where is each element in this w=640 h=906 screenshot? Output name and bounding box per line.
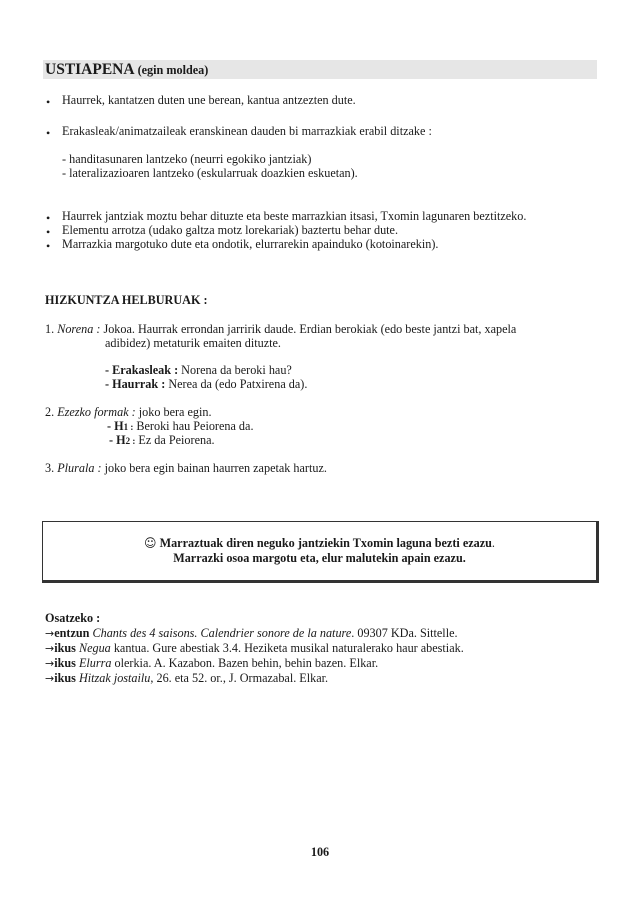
resource-item-3: →ikus Elurra olerkia. A. Kazabon. Bazen behin, behin bazen. Elkar. [45,656,379,670]
goal-3-term: Plurala : [57,461,102,475]
procedure-subitem-1: - handitasunaren lantzeko (neurri egokiko jantziak) [62,152,312,166]
goal-1-number: 1. [45,322,55,336]
goal-1-line-b: adibidez) metaturik emaiten dituzte. [105,336,281,350]
goal-1-line-a [45,322,516,337]
section-title [45,60,208,80]
dialog-speaker: - H2 : [109,433,136,447]
bullet-icon: • [46,239,51,253]
dialog-speaker: - Erakasleak : [105,363,179,377]
goal-1-term: Norena : [57,322,101,336]
goal-3-line [45,461,327,476]
bullet-icon: • [46,211,51,225]
procedure-item-4: Elementu arrotza (udako galtza motz lorekariak) baztertu behar dute. [62,223,399,237]
goal-2-text: joko bera egin. [138,405,212,419]
goal-1-dialog-2 [105,377,307,392]
procedure-item-3: Haurrek jantziak moztu behar dituzte eta beste marrazkian itsasi, Txomin lagunaren beztitzeko. [62,209,527,223]
goals-title: HIZKUNTZA HELBURUAK : [45,293,208,307]
procedure-item-2: Erakasleak/animatzaileak eranskinean dauden bi marrazkiak erabil ditzake : [62,124,432,138]
bullet-icon: • [46,225,51,239]
resource-item-4: →ikus Hitzak jostailu, 26. eta 52. or., J. Ormazabal. Elkar. [45,671,329,685]
goal-2-term: Ezezko formak : [57,405,136,419]
dialog-speaker: - H1 : [107,419,134,433]
arrow-right-icon: → [45,627,55,640]
arrow-right-icon: → [45,657,55,670]
procedure-item-5: Marrazkia margotuko dute eta ondotik, elurrarekin apainduko (kotoinarekin). [62,237,439,251]
arrow-right-icon: → [45,672,55,685]
dialog-text: Beroki hau Peiorena da. [136,419,254,433]
goal-1-text: Jokoa. Haurrak errondan jarririk daude. Erdian berokiak (edo beste jantzi bat, xapela [103,322,517,336]
smiley-icon: ☺ [144,536,157,550]
dialog-speaker: - Haurrak : [105,377,166,391]
goal-2-line [45,405,212,420]
extra-title: Osatzeko : [45,611,101,625]
procedure-item-1: Haurrek, kantatzen duten une berean, kantua antzezten dute. [62,93,356,107]
bullet-icon: • [46,95,51,109]
resource-item-2: →ikus Negua kantua. Gure abestiak 3.4. Heziketa musikal naturalerako haur abestiak. [45,641,464,655]
section-title-sub: (egin moldea) [137,63,209,77]
resource-item-1: →entzun Chants des 4 saisons. Calendrier sonore de la nature. 09307 KDa. Sittelle. [45,626,458,640]
instruction-line-2: Marrazki osoa margotu eta, elur malutekin apain ezazu. [173,551,466,565]
instruction-line-1: ☺ Marraztuak diren neguko jantziekin Txomin laguna bezti ezazu. [144,536,495,550]
instruction-box [42,521,599,583]
goal-2-dialog-2 [109,433,215,448]
dialog-text: Norena da beroki hau? [181,363,292,377]
procedure-subitem-2: - lateralizazioaren lantzeko (eskularruak doazkien eskuetan). [62,166,358,180]
goal-3-number: 3. [45,461,55,475]
page-number: 106 [310,845,330,859]
dialog-text: Nerea da (edo Patxirena da). [168,377,308,391]
goal-3-text: joko bera egin bainan haurren zapetak hartuz. [104,461,327,475]
goal-2-dialog-1 [107,419,254,434]
arrow-right-icon: → [45,642,55,655]
section-title-main: USTIAPENA [45,61,134,78]
dialog-text: Ez da Peiorena. [138,433,215,447]
goal-1-dialog-1 [105,363,292,378]
goal-2-number: 2. [45,405,55,419]
bullet-icon: • [46,126,51,140]
